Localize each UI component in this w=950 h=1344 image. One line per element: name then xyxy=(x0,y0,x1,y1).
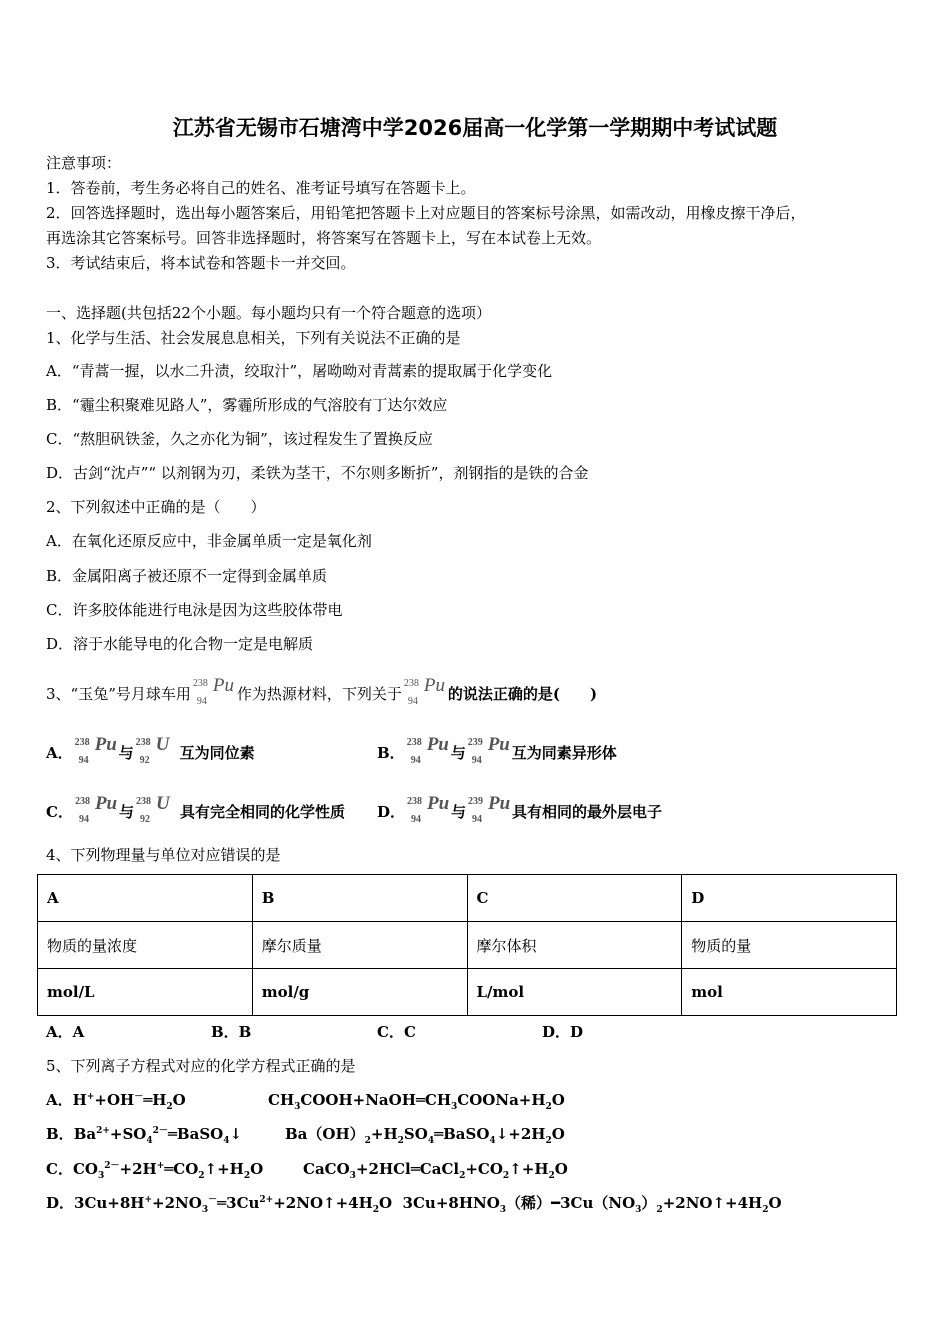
nuclide-pu239: 239 94 Pu xyxy=(468,793,511,825)
nuclide-pu238: 238 94 Pu xyxy=(74,793,118,825)
nuclide-pu239: 239 94 Pu xyxy=(467,734,510,766)
option-b: B．B xyxy=(211,1023,252,1041)
nuclide-u238: 238 92 U xyxy=(135,734,170,766)
notice-item: 2．回答选择题时，选出每小题答案后，用铅笔把答题卡上对应题目的答案标号涂黑，如需改动，用橡皮擦干净后， xyxy=(46,204,806,222)
option-c: C．“熬胆矾铁釜，久之亦化为铜”，该过程发生了置换反应 xyxy=(46,430,433,448)
option-d: D． 238 94 Pu 与 239 94 Pu 具有相同的最外层电子 xyxy=(377,793,663,825)
option-b: B．$Ba^{2+}+SO_4^{2-}═BaSO_4↓$ xyxy=(46,1125,243,1146)
notice-item: 3．考试结束后，将本试卷和答题卡一并交回。 xyxy=(46,254,356,272)
table-cell: 物质的量 xyxy=(682,922,897,969)
question-stem: 1、化学与生活、社会发展息息相关，下列有关说法不正确的是 xyxy=(46,329,461,347)
option-d: D．古剑“沈卢”“ 以剂钢为刃，柔铁为茎干，不尔则多断折”，剂钢指的是铁的合金 xyxy=(46,464,589,482)
question-stem: 3、“玉兔”号月球车用 238 94 Pu 作为热源材料，下列关于 238 94 Pu 的说法正确的是( ) xyxy=(46,675,598,707)
option-c: C．许多胶体能进行电泳是因为这些胶体带电 xyxy=(46,601,343,619)
table-row xyxy=(38,922,897,969)
equation-c: $CaCO_3+2HCl═CaCl_2+CO_2↑+H_2O$ xyxy=(303,1160,568,1181)
equation-b: $Ba(OH)_2+H_2SO_4═BaSO_4↓+2H_2O$ xyxy=(285,1125,565,1146)
page-title: 江苏省无锡市石塘湾中学2026届高一化学第一学期期中考试试题 xyxy=(172,116,778,140)
option-a: A． 238 94 Pu 与 238 92 U 互为同位素 xyxy=(46,734,255,766)
option-c: C．$CO_3^{2-}+2H^+═CO_2↑+H_2O$ xyxy=(46,1160,264,1181)
nuclide-pu238: 238 94 Pu xyxy=(192,675,234,707)
table-cell: mol/g xyxy=(252,969,467,1016)
nuclide-pu238: 238 94 Pu xyxy=(406,734,449,766)
notice-heading: 注意事项： xyxy=(46,154,122,172)
section-heading: 一、选择题(共包括22个小题。每小题均只有一个符合题意的选项） xyxy=(46,304,491,322)
table-cell: C xyxy=(467,875,682,922)
option-c: C．C xyxy=(377,1023,416,1041)
table-cell: 物质的量浓度 xyxy=(38,922,253,969)
nuclide-pu238: 238 94 Pu xyxy=(74,734,117,766)
equation-a: $CH_3COOH+NaOH═CH_3COONa+H_2O$ xyxy=(268,1091,565,1112)
table-cell: 摩尔体积 xyxy=(467,922,682,969)
table-cell: L/mol xyxy=(467,969,682,1016)
notice-item: 再选涂其它答案标号。回答非选择题时，将答案写在答题卡上，写在本试卷上无效。 xyxy=(46,229,602,247)
option-a: A．$H^++OH^-═H_2O$ xyxy=(46,1091,186,1112)
nuclide-u238: 238 92 U xyxy=(135,793,170,825)
option-d: D．溶于水能导电的化合物一定是电解质 xyxy=(46,635,314,653)
option-d: D．$3Cu+8H^++2NO_3^-═3Cu^{2+}+2NO↑+4H_2O$ $3Cu+8HNO_3$（稀）$━3Cu(NO_3)_2+2NO↑+4H_2O$ xyxy=(46,1194,782,1215)
option-a: A．A xyxy=(46,1023,85,1041)
question-stem: 5、下列离子方程式对应的化学方程式正确的是 xyxy=(46,1057,356,1075)
option-a: A．“青蒿一握，以水二升渍，绞取汁”，屠呦呦对青蒿素的提取属于化学变化 xyxy=(46,362,553,380)
option-d: D．D xyxy=(542,1023,584,1041)
question-stem: 2、下列叙述中正确的是（ ） xyxy=(46,498,266,516)
option-c: C． 238 94 Pu 与 238 92 U 具有完全相同的化学性质 xyxy=(46,793,345,825)
table-cell: B xyxy=(252,875,467,922)
nuclide-pu238: 238 94 Pu xyxy=(403,675,446,707)
notice-item: 1．答卷前，考生务必将自己的姓名、准考证号填写在答题卡上。 xyxy=(46,179,476,197)
table-cell: 摩尔质量 xyxy=(252,922,467,969)
option-b: B．“霾尘积聚难见路人”，雾霾所形成的气溶胶有丁达尔效应 xyxy=(46,396,448,414)
table-row xyxy=(38,875,897,922)
table-cell: D xyxy=(682,875,897,922)
table-cell: mol xyxy=(682,969,897,1016)
units-table xyxy=(37,874,897,1016)
option-a: A．在氧化还原反应中，非金属单质一定是氧化剂 xyxy=(46,532,372,550)
table-row xyxy=(38,969,897,1016)
nuclide-pu238: 238 94 Pu xyxy=(407,793,450,825)
question-stem: 4、下列物理量与单位对应错误的是 xyxy=(46,846,281,864)
option-b: B． 238 94 Pu 与 239 94 Pu 互为同素异形体 xyxy=(377,734,617,766)
option-b: B．金属阳离子被还原不一定得到金属单质 xyxy=(46,567,328,585)
table-cell: A xyxy=(38,875,253,922)
table-cell: mol/L xyxy=(38,969,253,1016)
